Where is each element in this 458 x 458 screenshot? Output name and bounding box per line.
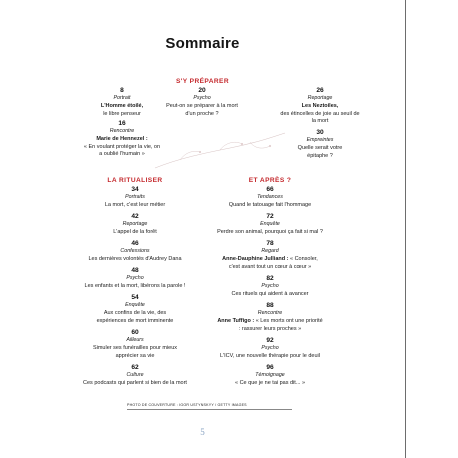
entry-category: Rencontre	[109, 128, 135, 134]
toc-entry[interactable]	[280, 87, 360, 126]
entry-category: Portraits	[125, 194, 145, 200]
toc-entry[interactable]	[92, 329, 178, 360]
page-number: 30	[316, 129, 324, 136]
page-number: 54	[131, 294, 139, 301]
toc-entry[interactable]	[216, 302, 324, 333]
section-heading-after: ET APRÈS ?	[248, 177, 292, 184]
page-number: 66	[266, 186, 274, 193]
entry-category: Portrait	[113, 95, 131, 101]
entry-category: Psycho	[193, 95, 211, 101]
page-title: Sommaire	[165, 35, 240, 52]
toc-entry[interactable]	[95, 186, 175, 210]
entry-text: Les dernières volontés d'Audrey Dana	[88, 255, 182, 262]
entry-text: Ces rituels qui aident à avancer	[231, 290, 309, 297]
toc-entry[interactable]	[212, 186, 328, 210]
entry-text: « Ce que je ne tai pas dit... »	[234, 379, 306, 386]
entry-category: Rencontre	[257, 310, 283, 316]
page-number: 46	[131, 240, 139, 247]
entry-category: Enquête	[260, 221, 280, 227]
entry-text: Simuler ses funérailles pour mieux apprécier sa vie	[92, 344, 178, 359]
entry-title: Anne-Dauphine Julliand :	[222, 255, 289, 262]
entry-text: Quelle serait votre épitaphe ?	[297, 144, 343, 159]
toc-entry[interactable]	[80, 267, 190, 291]
entry-category: Ailleurs	[126, 337, 144, 343]
cover-photo-credit: PHOTO DE COUVERTURE : IGOR USTYNSKYY / GETTY IMAGES	[127, 403, 247, 407]
page-number: 88	[266, 302, 274, 309]
page-number: 62	[131, 364, 139, 371]
page-number: 16	[118, 120, 126, 127]
entry-text: Les enfants et la mort, libérons la parole !	[84, 282, 186, 289]
decorative-branch-illustration	[150, 128, 290, 173]
entry-category: Psycho	[261, 283, 279, 289]
entry-text: des étincelles de joie au seuil de la mort	[280, 110, 360, 125]
toc-entry[interactable]	[205, 337, 335, 361]
entry-category: Psycho	[261, 345, 279, 351]
entry-category: Regard	[261, 248, 279, 254]
toc-entry[interactable]	[82, 240, 188, 264]
toc-entry[interactable]	[92, 87, 152, 118]
toc-entry[interactable]	[205, 213, 335, 237]
toc-entry[interactable]	[166, 87, 238, 118]
page-number: 26	[316, 87, 324, 94]
entry-title: L'Homme étoilé,	[100, 102, 144, 109]
page-number: 48	[131, 267, 139, 274]
entry-text: « En voulant protéger la vie, on a oublié l'humain »	[83, 143, 161, 158]
page-number: 82	[266, 275, 274, 282]
page-number: 8	[120, 87, 124, 94]
toc-entry[interactable]	[80, 364, 190, 388]
entry-text: Ces podcasts qui parlent si bien de la mort	[83, 379, 187, 386]
page-number: 42	[131, 213, 139, 220]
entry-title: Marie de Hennezel :	[96, 135, 148, 142]
toc-entry[interactable]	[95, 213, 175, 237]
page-number: 78	[266, 240, 274, 247]
entry-category: Enquête	[125, 302, 145, 308]
section-heading-prepare: S'Y PRÉPARER	[175, 78, 230, 85]
entry-text: L'ICV, une nouvelle thérapie pour le deuil	[220, 352, 320, 359]
entry-category: Culture	[126, 372, 144, 378]
page-folio: 5	[200, 427, 205, 437]
entry-text: Quand le tatouage fait l'hommage	[228, 201, 312, 208]
entry-text: « Les morts ont une priorité : rassurer leurs proches »	[238, 317, 323, 332]
page-number: 72	[266, 213, 274, 220]
entry-category: Tendances	[257, 194, 283, 200]
toc-entry[interactable]	[92, 294, 178, 325]
entry-category: Reportage	[122, 221, 148, 227]
entry-title: Les Neztoiles,	[301, 102, 339, 109]
entry-category: Confessions	[120, 248, 150, 254]
entry-text: « Consoler, c'est avant tout un cœur à cœur »	[228, 255, 318, 270]
entry-text: L'appel de la forêt	[113, 228, 157, 235]
toc-entry[interactable]	[216, 240, 324, 271]
credit-divider	[127, 409, 292, 410]
page-number: 34	[131, 186, 139, 193]
page-number: 20	[198, 87, 206, 94]
toc-entry[interactable]	[292, 129, 348, 160]
page-number: 60	[131, 329, 139, 336]
entry-category: Reportage	[307, 95, 333, 101]
entry-text: Aux confins de la vie, des expériences de mort imminente	[96, 309, 174, 324]
entry-text: La mort, c'est leur métier	[104, 201, 166, 208]
entry-category: Témoignage	[255, 372, 285, 378]
page-number: 96	[266, 364, 274, 371]
toc-entry[interactable]	[216, 364, 324, 388]
entry-title: Anne Tuffigo :	[217, 317, 255, 324]
page-number: 92	[266, 337, 274, 344]
entry-category: Empreintes	[306, 137, 334, 143]
entry-category: Psycho	[126, 275, 144, 281]
entry-text: Peut-on se préparer à la mort d'un proche ?	[166, 102, 238, 117]
entry-text: le libre penseur	[103, 110, 141, 117]
toc-entry[interactable]	[216, 275, 324, 299]
page-edge-rule	[405, 0, 406, 458]
entry-text: Perdre son animal, pourquoi ça fait si mal ?	[217, 228, 323, 235]
section-heading-ritual: LA RITUALISER	[107, 177, 163, 184]
